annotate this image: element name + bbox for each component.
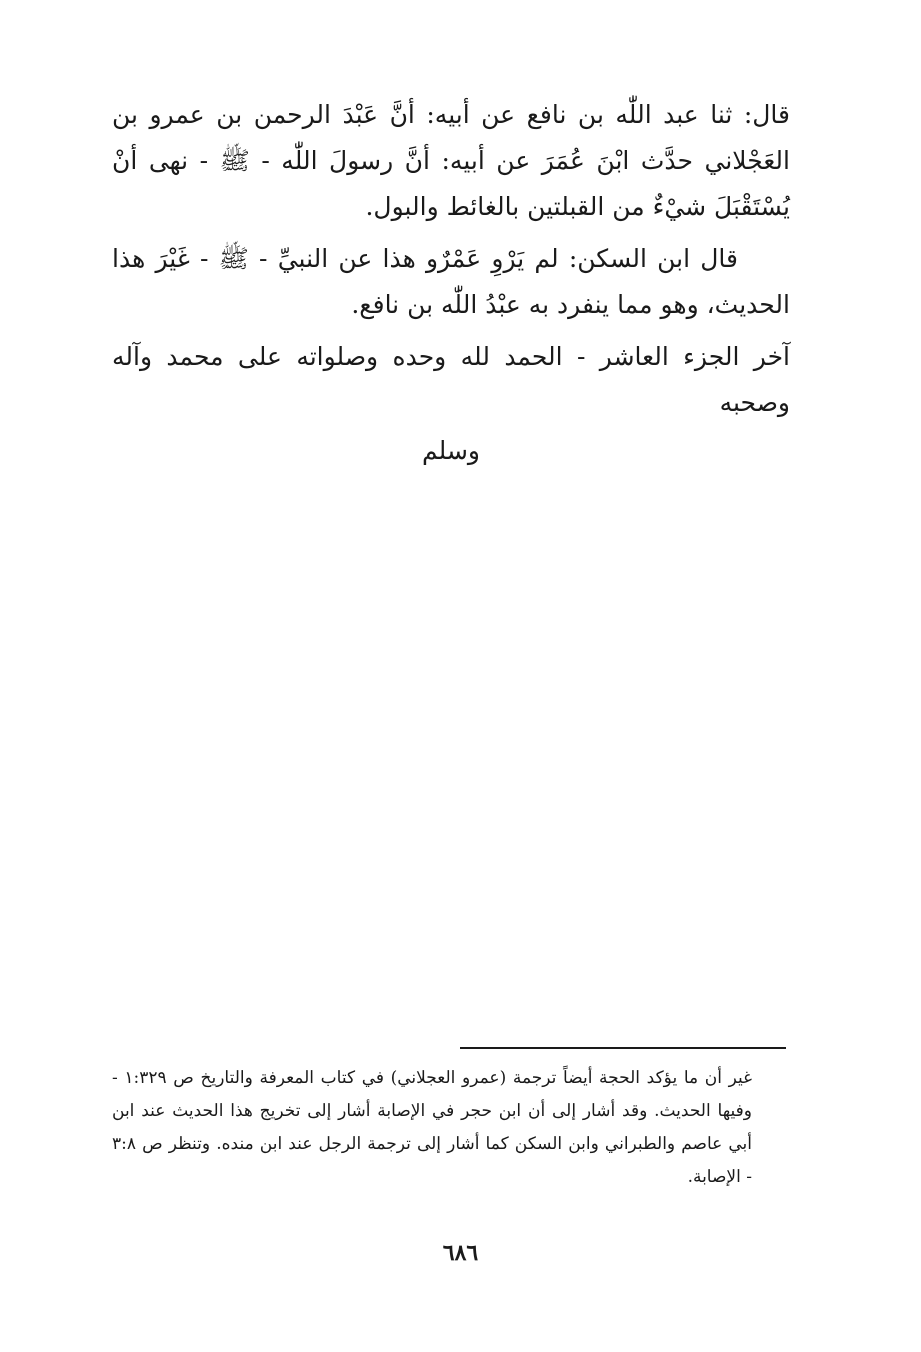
main-text-block — [112, 92, 790, 480]
paragraph-hadith: قال: ثنا عبد اللّٰه بن نافع عن أبيه: أنَّ عَبْدَ الرحمن بن عمرو بن العَجْلاني حدَّث ابْنَ عُمَرَ عن أبيه: أنَّ رسولَ اللّٰه - ﷺ - نهى أنْ يُسْتَقْبَلَ شيْءٌ من القبلتين بالغائط والبول. — [112, 100, 790, 221]
paragraph-ibn-al-sakan: قال ابن السكن: لم يَرْوِ عَمْرٌو هذا عن النبيِّ - ﷺ - غَيْرَ هذا الحديث، وهو مما ينفرد به عبْدُ اللّٰه بن نافع. — [112, 244, 790, 319]
paragraph-closing: وسلم — [422, 436, 480, 465]
paragraph-end-of-part: آخر الجزء العاشر - الحمد لله وحده وصلواته على محمد وآله وصحبه — [112, 342, 790, 417]
footnote-text: غير أن ما يؤكد الحجة أيضاً ترجمة (عمرو العجلاني) في كتاب المعرفة والتاريخ ص ١:٣٢٩ - وفيها الحديث. وقد أشار إلى أن ابن حجر في الإصابة أشار إلى تخريج هذا الحديث عند ابن أبي عاصم والطبراني وابن السكن كما أشار إلى ترجمة الرجل عند ابن منده. وتنظر ص ٣:٨ - الإصابة. — [112, 1068, 752, 1187]
page-number: ٦٨٦ — [442, 1240, 479, 1266]
footnote-divider — [460, 1047, 786, 1049]
footnote-block — [112, 1062, 752, 1194]
